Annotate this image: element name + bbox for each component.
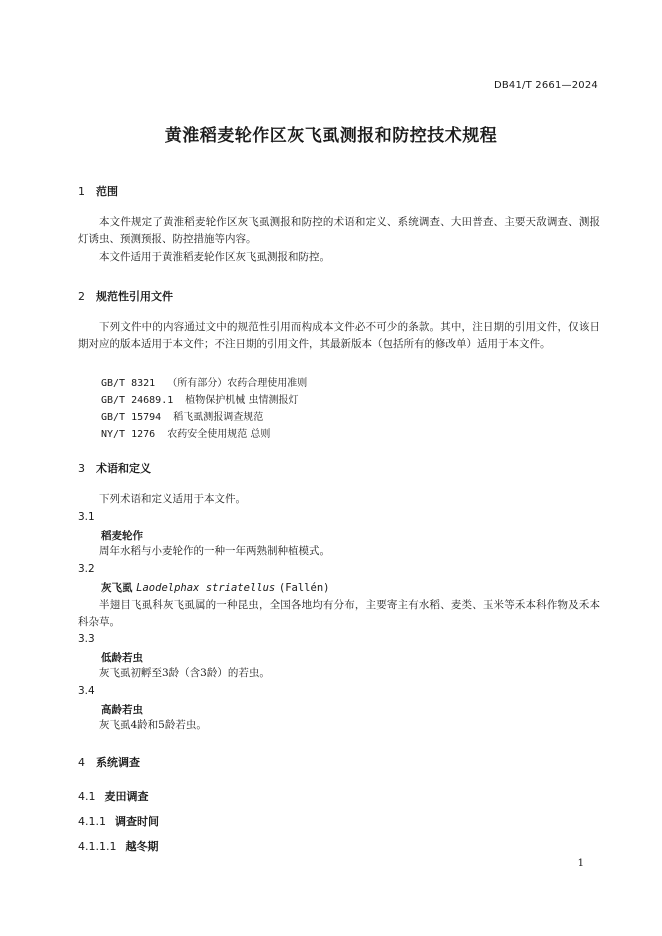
section-number: 3 — [78, 462, 85, 475]
subsection-heading — [78, 838, 158, 854]
document-number: DB41/T 2661—2024 — [493, 80, 598, 91]
section-title: 规范性引用文件 — [96, 290, 173, 303]
term-definition: 半翅目飞虱科灰飞虱属的一种昆虫，全国各地均有分布，主要寄主有水稻、麦类、玉米等禾本科作物及禾本科杂草。 — [78, 599, 600, 628]
term-number: 3.1 — [78, 511, 95, 523]
reference-code: NY/T 1276 — [101, 429, 156, 440]
subsection-heading — [78, 813, 159, 829]
term-name: 低龄若虫 — [101, 652, 143, 664]
term-definition: 灰飞虱初孵至3龄（含3龄）的若虫。 — [99, 667, 270, 679]
reference-title: 稻飞虱测报调查规范 — [173, 412, 264, 423]
reference-code: GB/T 24689.1 — [101, 395, 174, 406]
page-title: 黄淮稻麦轮作区灰飞虱测报和防控技术规程 — [164, 126, 498, 146]
section-number: 4 — [78, 756, 85, 769]
term-number: 3.2 — [78, 563, 95, 575]
reference-title: 植物保护机械 虫情测报灯 — [185, 395, 299, 406]
reference-item — [101, 425, 270, 440]
reference-item — [101, 408, 263, 423]
subsection-title: 调查时间 — [115, 815, 159, 828]
subsection-number: 4.1 — [78, 790, 96, 803]
term-name: 稻麦轮作 — [101, 530, 143, 542]
section-3-intro: 下列术语和定义适用于本文件。 — [99, 493, 246, 505]
subsection-number: 4.1.1 — [78, 815, 106, 828]
section-3-heading — [78, 460, 151, 476]
section-1-paragraph-2: 本文件适用于黄淮稻麦轮作区灰飞虱测报和防控。 — [99, 251, 330, 263]
reference-title: 农药安全使用规范 总则 — [167, 429, 271, 440]
section-number: 1 — [78, 185, 85, 198]
section-number: 2 — [78, 290, 85, 303]
section-title: 范围 — [96, 185, 118, 198]
subsection-number: 4.1.1.1 — [78, 840, 117, 853]
term-name — [101, 580, 329, 595]
reference-item — [101, 374, 307, 389]
section-2-heading — [78, 288, 173, 304]
term-common-name: 灰飞虱 — [101, 582, 133, 594]
reference-title: （所有部分）农药合理使用准则 — [167, 378, 308, 389]
term-definition: 周年水稻与小麦轮作的一种一年两熟制种植模式。 — [99, 545, 330, 557]
section-title: 术语和定义 — [96, 462, 151, 475]
subsection-title: 越冬期 — [125, 840, 159, 853]
section-2-paragraph-1: 下列文件中的内容通过文中的规范性引用而构成本文件必不可少的条款。其中，注日期的引用文件，仅该日期对应的版本适用于本文件；不注日期的引用文件，其最新版本（包括所有的修改单）适用于本文件。 — [78, 321, 600, 350]
reference-code: GB/T 8321 — [101, 378, 156, 389]
term-scientific-name: Laodelphax striatellus — [136, 582, 276, 594]
section-4-heading — [78, 754, 140, 770]
section-1-heading — [78, 183, 118, 199]
page-number: 1 — [577, 858, 584, 869]
term-number: 3.3 — [78, 633, 95, 645]
reference-item — [101, 391, 298, 406]
subsection-heading — [78, 788, 149, 804]
term-author: (Fallén) — [278, 582, 330, 594]
reference-code: GB/T 15794 — [101, 412, 162, 423]
term-name: 高龄若虫 — [101, 704, 143, 716]
subsection-title: 麦田调查 — [104, 790, 149, 803]
section-title: 系统调查 — [96, 756, 140, 769]
term-number: 3.4 — [78, 685, 95, 697]
term-definition: 灰飞虱4龄和5龄若虫。 — [99, 719, 207, 731]
section-1-paragraph-1: 本文件规定了黄淮稻麦轮作区灰飞虱测报和防控的术语和定义、系统调查、大田普查、主要天敌调查、测报灯诱虫、预测预报、防控措施等内容。 — [78, 216, 600, 245]
